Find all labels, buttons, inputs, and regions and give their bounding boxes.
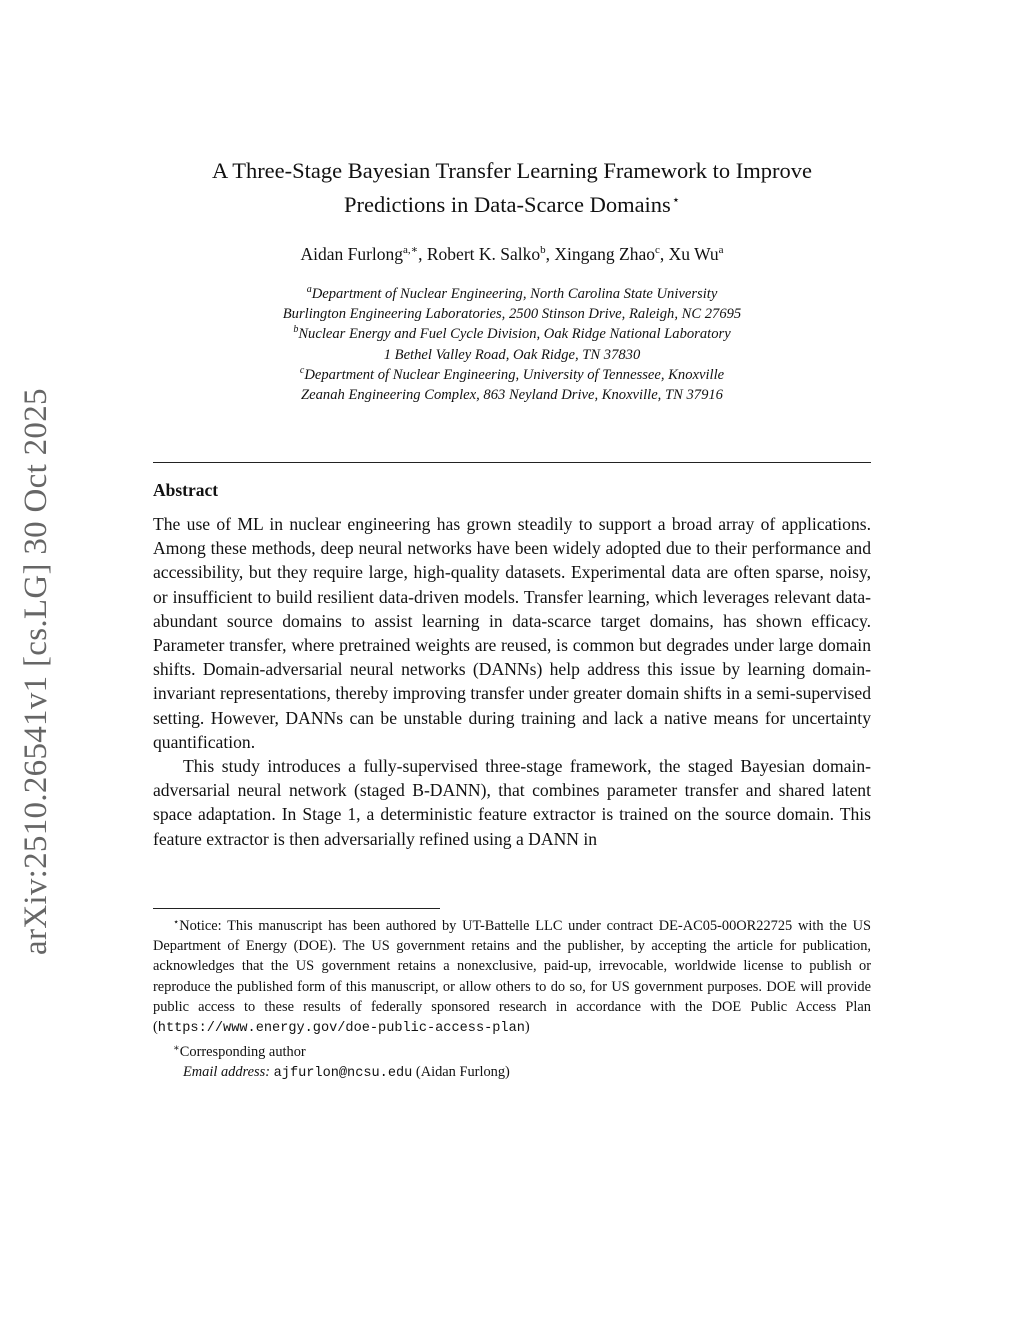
corresponding-author-label: Corresponding author [179,1044,306,1061]
author-affil-marks: a [718,244,724,256]
footnote-close-paren: ) [524,1019,530,1036]
doe-access-plan-link[interactable]: https://www.energy.gov/doe-public-access-plan [157,1021,525,1037]
affiliation-c-line-2: Zeanah Engineering Complex, 863 Neyland Drive, Knoxville, TN 37916 [301,387,723,404]
affil-mark: a [306,284,312,295]
author-name: Aidan Furlong [300,244,404,264]
affil-mark: c [299,364,305,376]
author-affil-marks: c [655,244,660,256]
affil-text: Department of Nuclear Engineering, North Carolina State University [311,286,718,302]
affiliation-a-line-1 [0,284,1024,304]
author-sep: , [545,244,555,264]
affiliations [0,284,1024,405]
affil-text: Nuclear Energy and Fuel Cycle Division, Oak Ridge National Laboratory [298,326,731,343]
footnote-mark: ∗ [173,1043,180,1055]
author-1 [300,244,426,264]
title-footnote-mark[interactable]: ⋆ [671,192,680,207]
abstract-top-rule [153,462,871,463]
title-line-1: A Three-Stage Bayesian Transfer Learning Framework to Improve [211,158,813,183]
affiliation-a-line-2: Burlington Engineering Laboratories, 2500 Stinson Drive, Raleigh, NC 27695 [282,306,742,323]
title-line-2 [0,185,1024,219]
footnote-email [153,1062,871,1084]
affiliation-b-line-2: 1 Bethel Valley Road, Oak Ridge, TN 37830 [383,346,641,363]
footnote-mark: ⋆ [173,917,180,928]
footnote-rule [153,908,440,909]
author-sep: , [659,244,669,264]
author-3 [554,244,668,264]
author-name: Xu Wu [668,244,719,264]
author-list [0,244,1024,265]
title-line-2-text: Predictions in Data-Scarce Domains [344,192,671,217]
email-label: Email address: [183,1064,271,1081]
author-4 [669,244,724,264]
paper-title [0,156,1024,219]
affil-text: Department of Nuclear Engineering, University of Tennessee, Knoxville [304,366,725,383]
affiliation-c-line-1 [0,365,1024,385]
author-name: Robert K. Salko [426,244,541,264]
abstract-paragraph-2: This study introduces a fully-supervised three-stage framework, the staged Bayesian domain-adversarial neural network (staged B-DANN), that combines parameter transfer and shared latent space adaptation. In Stage 1, a deterministic feature extractor is trained on the source domain. This feature extractor is then adversarially refined using a DANN in [153,756,871,849]
footnotes [153,913,871,1085]
author-name: Xingang Zhao [554,244,655,264]
author-sep: , [418,244,427,264]
abstract-paragraph-1: The use of ML in nuclear engineering has grown steadily to support a broad array of applications. Among these methods, deep neural networks have been widely adopted due to their performance and accessibility, but they require large, high-quality datasets. Experimental data are often sparse, noisy, or insufficient to build resilient data-driven models. Transfer learning, which leverages relevant data-abundant source domains to assist learning in data-scarce target domains, has shown efficacy. Parameter transfer, where pretrained weights are reused, is common but degrades under large domain shifts. Domain-adversarial neural networks (DANNs) help address this issue by learning domain-invariant representations, thereby improving transfer under greater domain shifts in a semi-supervised setting. However, DANNs can be unstable during training and lack a native means for uncertainty quantification. [153,514,871,752]
affiliation-b-line-1 [0,324,1024,344]
author-affil-marks: b [540,244,546,256]
footnote-corresponding [153,1039,871,1062]
footnote-notice [153,913,871,1039]
email-owner: (Aidan Furlong) [415,1064,510,1081]
abstract-body [153,512,871,851]
affil-mark: b [293,324,299,336]
author-affil-marks: a,∗ [403,244,419,256]
arxiv-identifier-stamp: arXiv:2510.26541v1 [cs.LG] 30 Oct 2025 [18,388,54,955]
abstract-heading: Abstract [153,480,219,500]
author-2 [427,244,555,264]
footnote-notice-text: Notice: This manuscript has been authored by UT-Battelle LLC under contract DE-AC05-00OR22725 with the US Department of Energy (DOE). The US government retains and the publisher, by accepting the article for publication, acknowledges that the US government retains a nonexclusive, paid-up, irrevocable, worldwide license to publish or reproduce the published form of this manuscript, or allow others to do so, for US government purposes. DOE will provide public access to these results of federally sponsored research in accordance with the DOE Public Access Plan ( [153,918,871,1036]
email-link[interactable]: ajfurlon@ncsu.edu [273,1066,413,1082]
